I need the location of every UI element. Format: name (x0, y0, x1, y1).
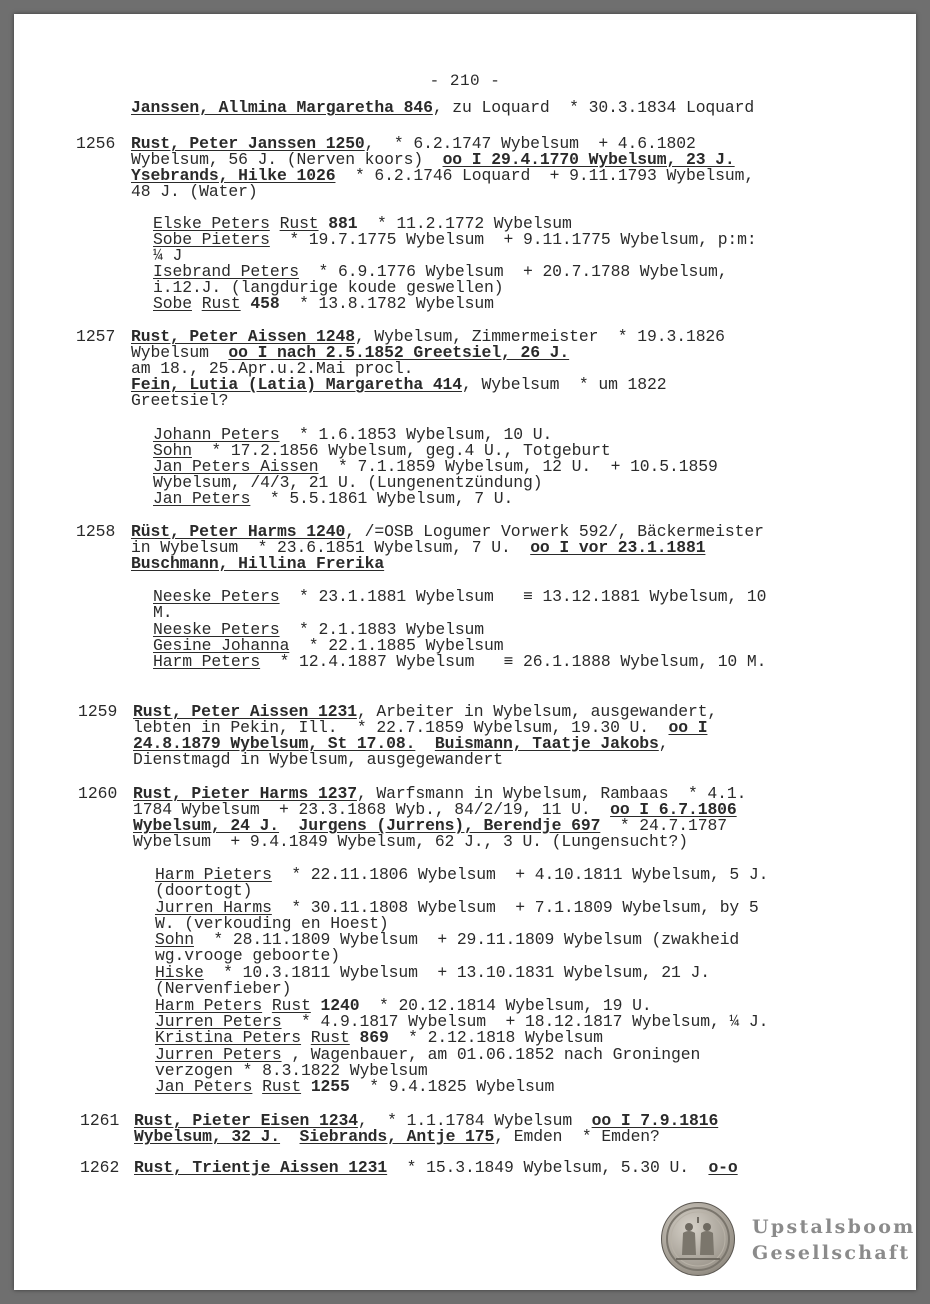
person-name: Janssen, Allmina Margaretha 846 (131, 98, 433, 117)
entry-text: , Wybelsum * um 1822 (462, 375, 667, 394)
entry-number: 1256 (76, 134, 116, 153)
marriage-record: oo I 29.4.1770 Wybelsum, 23 J. (442, 150, 735, 169)
child-name: Sobe Pieters (153, 230, 270, 249)
child-name: Jan Peters (153, 489, 251, 508)
entry-number: 1262 (80, 1158, 120, 1177)
entry-text: * 28.11.1809 Wybelsum + 29.11.1809 Wybelsum (zwakheid (193, 930, 740, 949)
entry-text: * 17.2.1856 Wybelsum, geg.4 U., Totgeburt (191, 441, 611, 460)
child-name: Jurren Peters (155, 1045, 282, 1064)
entry-text: * 24.7.1787 (600, 816, 727, 835)
entry-text: Wybelsum, 56 J. (Nerven koors) (131, 150, 443, 169)
marriage-record: Wybelsum, 32 J. (134, 1127, 281, 1146)
marriage-record: Wybelsum, 24 J. (133, 816, 280, 835)
person-name: Rust, Pieter Harms 1237 (133, 784, 357, 803)
spouse-name: Jurgens (Jurrens), Berendje 697 (298, 816, 601, 835)
entry-text: , * 6.2.1747 Wybelsum + 4.6.1802 (364, 134, 696, 153)
entry-number: 1259 (78, 702, 118, 721)
entry-text: * 22.1.1885 Wybelsum (289, 636, 504, 655)
entry-text: * 4.9.1817 Wybelsum + 18.12.1817 Wybelsum, ¼ J. (281, 1012, 769, 1031)
entry-line (134, 1160, 738, 1176)
entry-text: 1784 Wybelsum + 23.3.1868 Wyb., 84/2/19, 11 U. (133, 800, 611, 819)
child-name: Neeske Peters (153, 587, 280, 606)
person-name: Rust, Pieter Eisen 1234 (134, 1111, 358, 1130)
child-name: Jurren Harms (155, 898, 272, 917)
continuation-line (131, 100, 754, 116)
child-name: Sohn (153, 441, 192, 460)
entry-line: Wybelsum + 9.4.1849 Wybelsum, 62 J., 3 U. (Lungensucht?) (133, 832, 688, 851)
entry-text: , Arbeiter in Wybelsum, ausgewandert, (356, 702, 718, 721)
person-name: Rust, Trientje Aissen 1231 (134, 1158, 388, 1177)
entry-text: * 15.3.1849 Wybelsum, 5.30 U. (387, 1158, 709, 1177)
person-name: Rust, Peter Janssen 1250 (131, 134, 365, 153)
spouse-name: Buismann, Taatje Jakobs (434, 734, 659, 753)
entry-text: * 9.4.1825 Wybelsum (349, 1077, 555, 1096)
entry-text: , Warfsmann in Wybelsum, Rambaas * 4.1. (356, 784, 747, 803)
entry-text: * 7.1.1859 Wybelsum, 12 U. + 10.5.1859 (318, 457, 718, 476)
marriage-record: oo I (668, 718, 708, 737)
entry-text: * 11.2.1772 Wybelsum (357, 214, 572, 233)
entry-line: Greetsiel? (131, 391, 229, 410)
child-line: ¼ J (153, 246, 183, 265)
entry-text: , (658, 734, 669, 753)
brand-line-2: Gesellschaft (752, 1242, 911, 1264)
seal-figures-icon (662, 1203, 734, 1275)
person-name: Rust, Peter Aissen 1248 (131, 327, 355, 346)
child-line (155, 1030, 603, 1046)
surname-link: Rust (279, 214, 319, 233)
entry-text: * 6.2.1746 Loquard + 9.11.1793 Wybelsum, (335, 166, 755, 185)
entry-text: * 6.9.1776 Wybelsum + 20.7.1788 Wybelsum, (299, 262, 728, 281)
document-page (14, 14, 916, 1290)
child-name: Sobe (153, 294, 192, 313)
child-name: Elske Peters (153, 214, 270, 233)
entry-text: , * 1.1.1784 Wybelsum (357, 1111, 592, 1130)
entry-text: * 22.11.1806 Wybelsum + 4.10.1811 Wybelsum, 5 J. (271, 865, 769, 884)
entry-number: 1258 (76, 522, 116, 541)
child-name: Harm Peters (153, 652, 261, 671)
surname-link: Rust (201, 294, 241, 313)
reference-number: 458 (240, 294, 280, 313)
reference-number: 1255 (301, 1077, 350, 1096)
spouse-name: Ysebrands, Hilke 1026 (131, 166, 336, 185)
child-line (153, 232, 757, 248)
entry-number: 1261 (80, 1111, 120, 1130)
entry-text: lebten in Pekin, Ill. * 22.7.1859 Wybelsum, 19.30 U. (133, 718, 669, 737)
entry-text: in Wybelsum * 23.6.1851 Wybelsum, 7 U. (131, 538, 531, 557)
child-line: (doortogt) (155, 881, 253, 900)
marriage-record: oo I vor 23.1.1881 (530, 538, 706, 557)
entry-text: * 13.8.1782 Wybelsum (279, 294, 494, 313)
marriage-record: 24.8.1879 Wybelsum, St 17.08. (133, 734, 416, 753)
child-name: Sohn (155, 930, 194, 949)
reference-number: 1240 (310, 996, 360, 1015)
entry-text: , /=OSB Logumer Vorwerk 592/, Bäckermeister (345, 522, 764, 541)
child-line: Wybelsum, /4/3, 21 U. (Lungenentzündung) (153, 473, 543, 492)
child-line: M. (153, 603, 173, 622)
upstalsboom-seal-icon (661, 1202, 735, 1276)
entry-text: * 10.3.1811 Wybelsum + 13.10.1831 Wybelsum, 21 J. (203, 963, 710, 982)
spouse-name: Buschmann, Hillina Frerika (131, 554, 385, 573)
marriage-record: oo I nach 2.5.1852 Greetsiel, 26 J. (228, 343, 570, 362)
entry-number: 1260 (78, 784, 118, 803)
child-line: W. (verkouding en Hoest) (155, 914, 389, 933)
child-line (155, 1079, 554, 1095)
child-name: Neeske Peters (153, 620, 280, 639)
entry-text: * 23.1.1881 Wybelsum ≡ 13.12.1881 Wybelsum, 10 (279, 587, 767, 606)
entry-text: * 19.7.1775 Wybelsum + 9.11.1775 Wybelsum, p:m: (269, 230, 757, 249)
society-name (752, 1214, 916, 1266)
marriage-record: oo I 6.7.1806 (610, 800, 737, 819)
entry-text: , Emden * Emden? (494, 1127, 660, 1146)
child-name: Isebrand Peters (153, 262, 300, 281)
child-line (153, 296, 494, 312)
child-line: verzogen * 8.3.1822 Wybelsum (155, 1061, 428, 1080)
entry-line (131, 556, 384, 572)
entry-text: , Wagenbauer, am 01.06.1852 nach Groningen (281, 1045, 701, 1064)
child-line: wg.vrooge geboorte) (155, 946, 340, 965)
child-line (153, 589, 766, 605)
entry-text: , Wybelsum, Zimmermeister * 19.3.1826 (354, 327, 725, 346)
child-name: Harm Peters (155, 996, 263, 1015)
entry-text: * 30.11.1808 Wybelsum + 7.1.1809 Wybelsum, by 5 (271, 898, 759, 917)
surname-link: Rust (271, 996, 311, 1015)
surname-link: Rust (310, 1028, 350, 1047)
entry-text: * 2.12.1818 Wybelsum (388, 1028, 603, 1047)
child-line: (Nervenfieber) (155, 979, 292, 998)
entry-line: 48 J. (Water) (131, 182, 258, 201)
person-name: Rust, Peter Aissen 1231 (133, 702, 357, 721)
entry-line: Dienstmagd in Wybelsum, ausgegewandert (133, 750, 503, 769)
child-line (153, 491, 513, 507)
entry-text: * 2.1.1883 Wybelsum (279, 620, 485, 639)
entry-text: * 1.6.1853 Wybelsum, 10 U. (279, 425, 553, 444)
child-name: Johann Peters (153, 425, 280, 444)
reference-number: 881 (318, 214, 358, 233)
entry-number: 1257 (76, 327, 116, 346)
reference-number: 869 (349, 1028, 389, 1047)
child-name: Gesine Johanna (153, 636, 290, 655)
child-name: Jan Peters Aissen (153, 457, 319, 476)
entry-text: * 5.5.1861 Wybelsum, 7 U. (250, 489, 514, 508)
entry-line (134, 1129, 660, 1145)
child-name: Hiske (155, 963, 204, 982)
person-name: Rüst, Peter Harms 1240 (131, 522, 346, 541)
entry-text: * 20.12.1814 Wybelsum, 19 U. (359, 996, 652, 1015)
page-number: - 210 - (429, 72, 501, 90)
child-line (153, 654, 766, 670)
spouse-name: Fein, Lutia (Latia) Margaretha 414 (131, 375, 463, 394)
entry-line: am 18., 25.Apr.u.2.Mai procl. (131, 359, 414, 378)
spouse-name: Siebrands, Antje 175 (299, 1127, 495, 1146)
entry-text: , zu Loquard * 30.3.1834 Loquard (432, 98, 755, 117)
marriage-record: o-o (708, 1158, 738, 1177)
entry-text: * 12.4.1887 Wybelsum ≡ 26.1.1888 Wybelsum, 10 M. (260, 652, 767, 671)
child-line: i.12.J. (langdurige koude geswellen) (153, 278, 504, 297)
marriage-record: oo I 7.9.1816 (591, 1111, 719, 1130)
child-name: Harm Pieters (155, 865, 272, 884)
brand-line-1: Upstalsboom (752, 1216, 916, 1238)
child-name: Kristina Peters (155, 1028, 302, 1047)
child-name: Jurren Peters (155, 1012, 282, 1031)
entry-text: Wybelsum (131, 343, 229, 362)
child-name: Jan Peters (155, 1077, 253, 1096)
surname-link: Rust (262, 1077, 302, 1096)
